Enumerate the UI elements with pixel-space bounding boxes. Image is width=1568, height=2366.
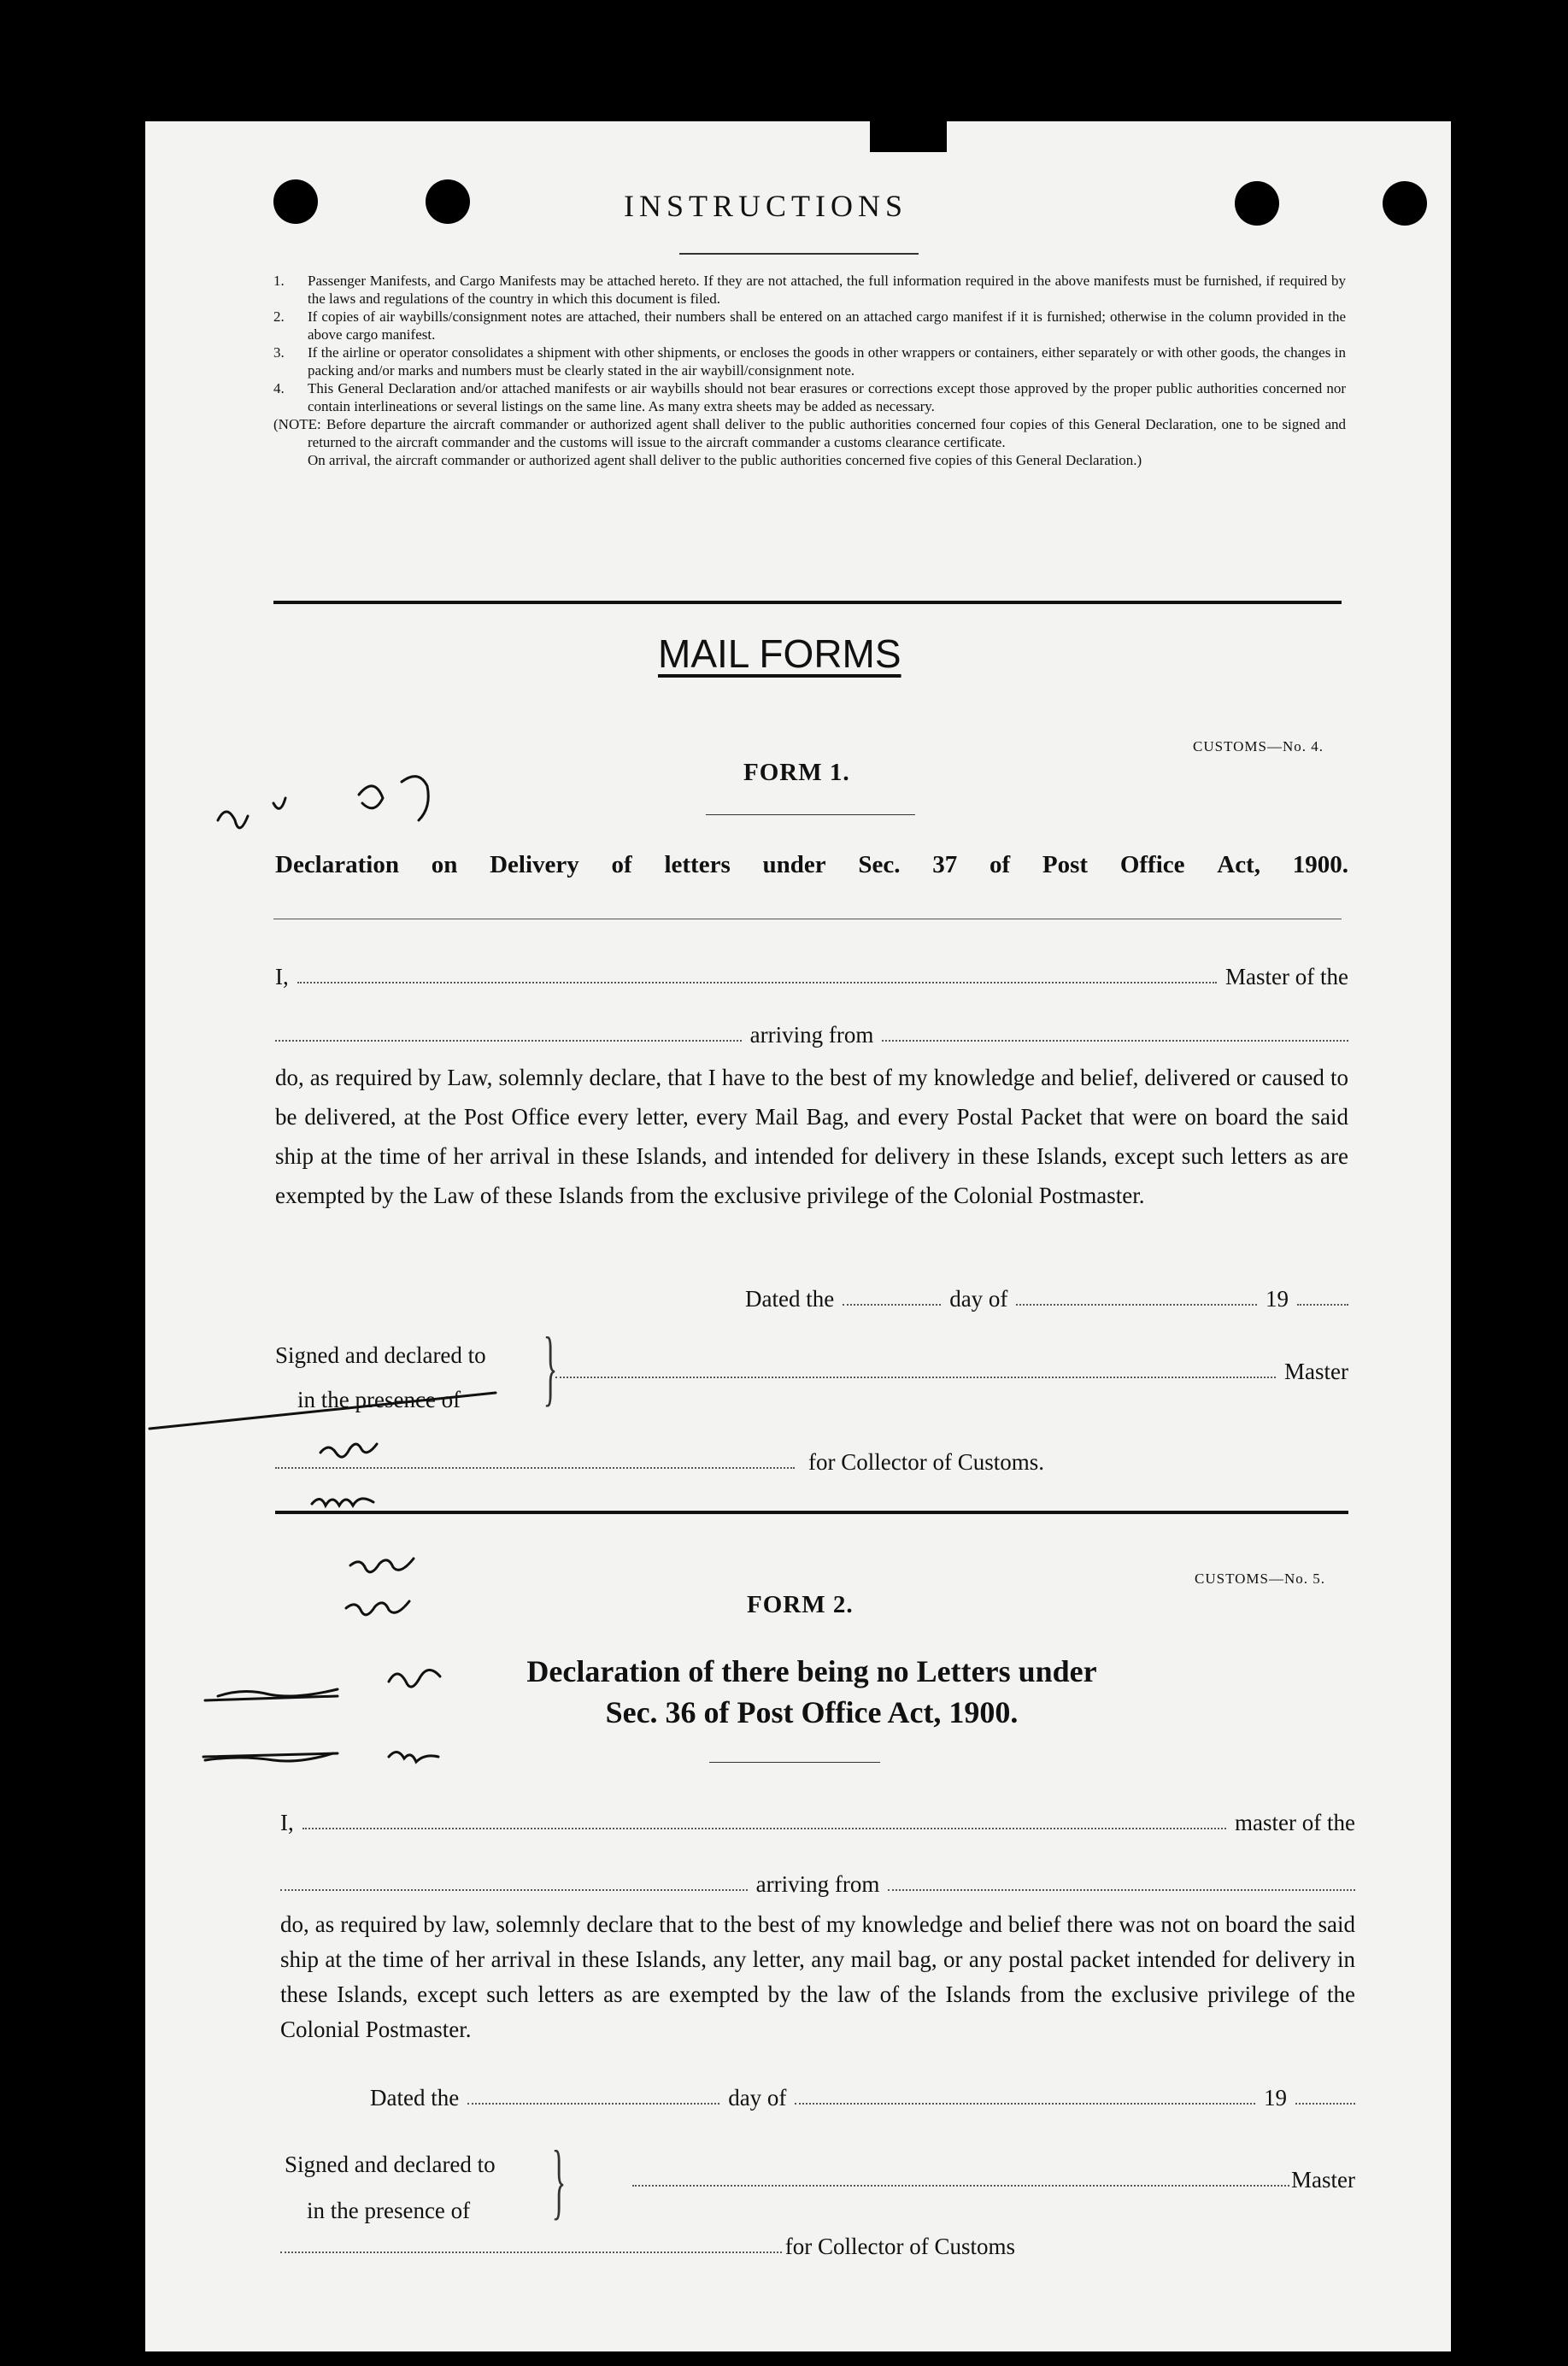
decl-word: on	[431, 851, 458, 878]
decl-word: 37	[932, 851, 958, 878]
decl-word: 1900.	[1292, 851, 1348, 878]
instruction-number: 2.	[273, 308, 285, 325]
decl-word: Act,	[1217, 851, 1260, 878]
instruction-number: 1.	[273, 273, 285, 289]
form2-title: FORM 2.	[747, 1591, 854, 1618]
form1-dated-label: Dated the	[745, 1286, 835, 1312]
form1-body: do, as required by Law, solemnly declare, that I have to the best of my knowledge and belief, delivered or caused to be delivered, at the Post Office every letter, every Mail Bag, and every Postal Packet that were on board the said ship at the time of her arrival in these Islands, and intended for delivery in these Islands, except such letters as are exempted by the Law of these Islands from the exclusive privilege of the Colonial Postmaster.	[275, 1065, 1348, 1208]
instruction-text: This General Declaration and/or attached manifests or air waybills should not bear erasures or corrections except those approved by the proper public authorities concerned nor contain interlineations or several listings on the same line. As many extra sheets may be added as necessary.	[308, 380, 1346, 414]
form2-year-label: 19	[1264, 2085, 1287, 2111]
form2-collector-label: for Collector of Customs	[784, 2234, 1015, 2259]
instruction-text: Passenger Manifests, and Cargo Manifests may be attached hereto. If they are not attached, the full information required in the above manifests must be furnished, if required by the laws and regulations of the country in which this document is filed.	[308, 273, 1346, 307]
decl-word: letters	[664, 851, 731, 878]
form1-title: FORM 1.	[743, 759, 850, 786]
note-lead: (NOTE:	[273, 416, 321, 432]
form1-day-of-label: day of	[949, 1286, 1008, 1312]
customs-number-form1: CUSTOMS—No. 4.	[1193, 738, 1324, 754]
instructions-title: INSTRUCTIONS	[624, 189, 908, 223]
decl-word: under	[762, 851, 826, 878]
form2-declaration-line2: Sec. 36 of Post Office Act, 1900.	[605, 1695, 1019, 1729]
form1-i-label: I,	[275, 964, 289, 989]
form2-body: do, as required by law, solemnly declare that to the best of my knowledge and belief there was not on board the said ship at the time of her arrival in these Islands, any letter, any mail bag, or any postal packet intended for delivery in these Islands, except such letters as are exempted by the law of the Islands from the exclusive privilege of the Colonial Postmaster.	[280, 1911, 1355, 2042]
form2-arriving-label: arriving from	[755, 1871, 880, 1897]
form1-year-label: 19	[1266, 1286, 1289, 1312]
form2-master-label: Master	[1291, 2167, 1355, 2193]
decl-word: Delivery	[490, 851, 579, 878]
instruction-text: If the airline or operator consolidates a shipment with other shipments, or encloses the goods in other wrappers or containers, either separately or with other goods, the changes in packing and/or marks and numbers must be clearly stated in the air waybill/consignment note.	[308, 344, 1346, 379]
form1-signed-line2: in the presence of	[297, 1387, 461, 1412]
decl-word: Post	[1042, 851, 1089, 878]
form2-day-of-label: day of	[728, 2085, 787, 2111]
form2-i-label: I,	[280, 1810, 294, 1835]
form1-master-of-label: Master of the	[1225, 964, 1348, 989]
form1-collector-label: for Collector of Customs.	[808, 1449, 1044, 1475]
decl-word: Declaration	[275, 851, 399, 878]
form2-signed-line1: Signed and declared to	[285, 2152, 496, 2177]
form1-master-label: Master	[1284, 1359, 1348, 1384]
form2-dated-label: Dated the	[370, 2085, 460, 2111]
form2-signed-line2: in the presence of	[307, 2198, 471, 2223]
decl-word: of	[990, 851, 1011, 878]
customs-number-form2: CUSTOMS—No. 5.	[1195, 1570, 1326, 1587]
form1-signed-line1: Signed and declared to	[275, 1342, 486, 1368]
note-text-arrival: On arrival, the aircraft commander or authorized agent shall deliver to the public authorities concerned five copies of this General Declaration.)	[308, 452, 1142, 468]
instruction-text: If copies of air waybills/consignment notes are attached, their numbers shall be entered on an attached cargo manifest if it is furnished; otherwise in the column provided in the above cargo manifest.	[308, 308, 1346, 343]
handwriting-scribble-form2	[203, 1559, 440, 1762]
form1-brace: }	[543, 1319, 558, 1414]
decl-word: Sec.	[858, 851, 901, 878]
decl-word: Office	[1119, 851, 1185, 878]
form2-declaration-line1: Declaration of there being no Letters under	[526, 1654, 1097, 1688]
instruction-number: 4.	[273, 380, 285, 396]
instruction-number: 3.	[273, 344, 285, 361]
form1-arriving-label: arriving from	[749, 1022, 874, 1048]
mail-forms-title: MAIL FORMS	[658, 631, 901, 676]
form2-master-of-label: master of the	[1235, 1810, 1355, 1835]
handwriting-scribble-form1	[150, 777, 496, 1506]
note-text: Before departure the aircraft commander or authorized agent shall deliver to the public authorities concerned four copies of this General Declaration, one to be signed and returned to the aircraft commander and the customs will issue to the aircraft commander a customs clearance certificate.	[308, 416, 1346, 450]
decl-word: of	[611, 851, 632, 878]
form2-brace: }	[551, 2133, 567, 2228]
